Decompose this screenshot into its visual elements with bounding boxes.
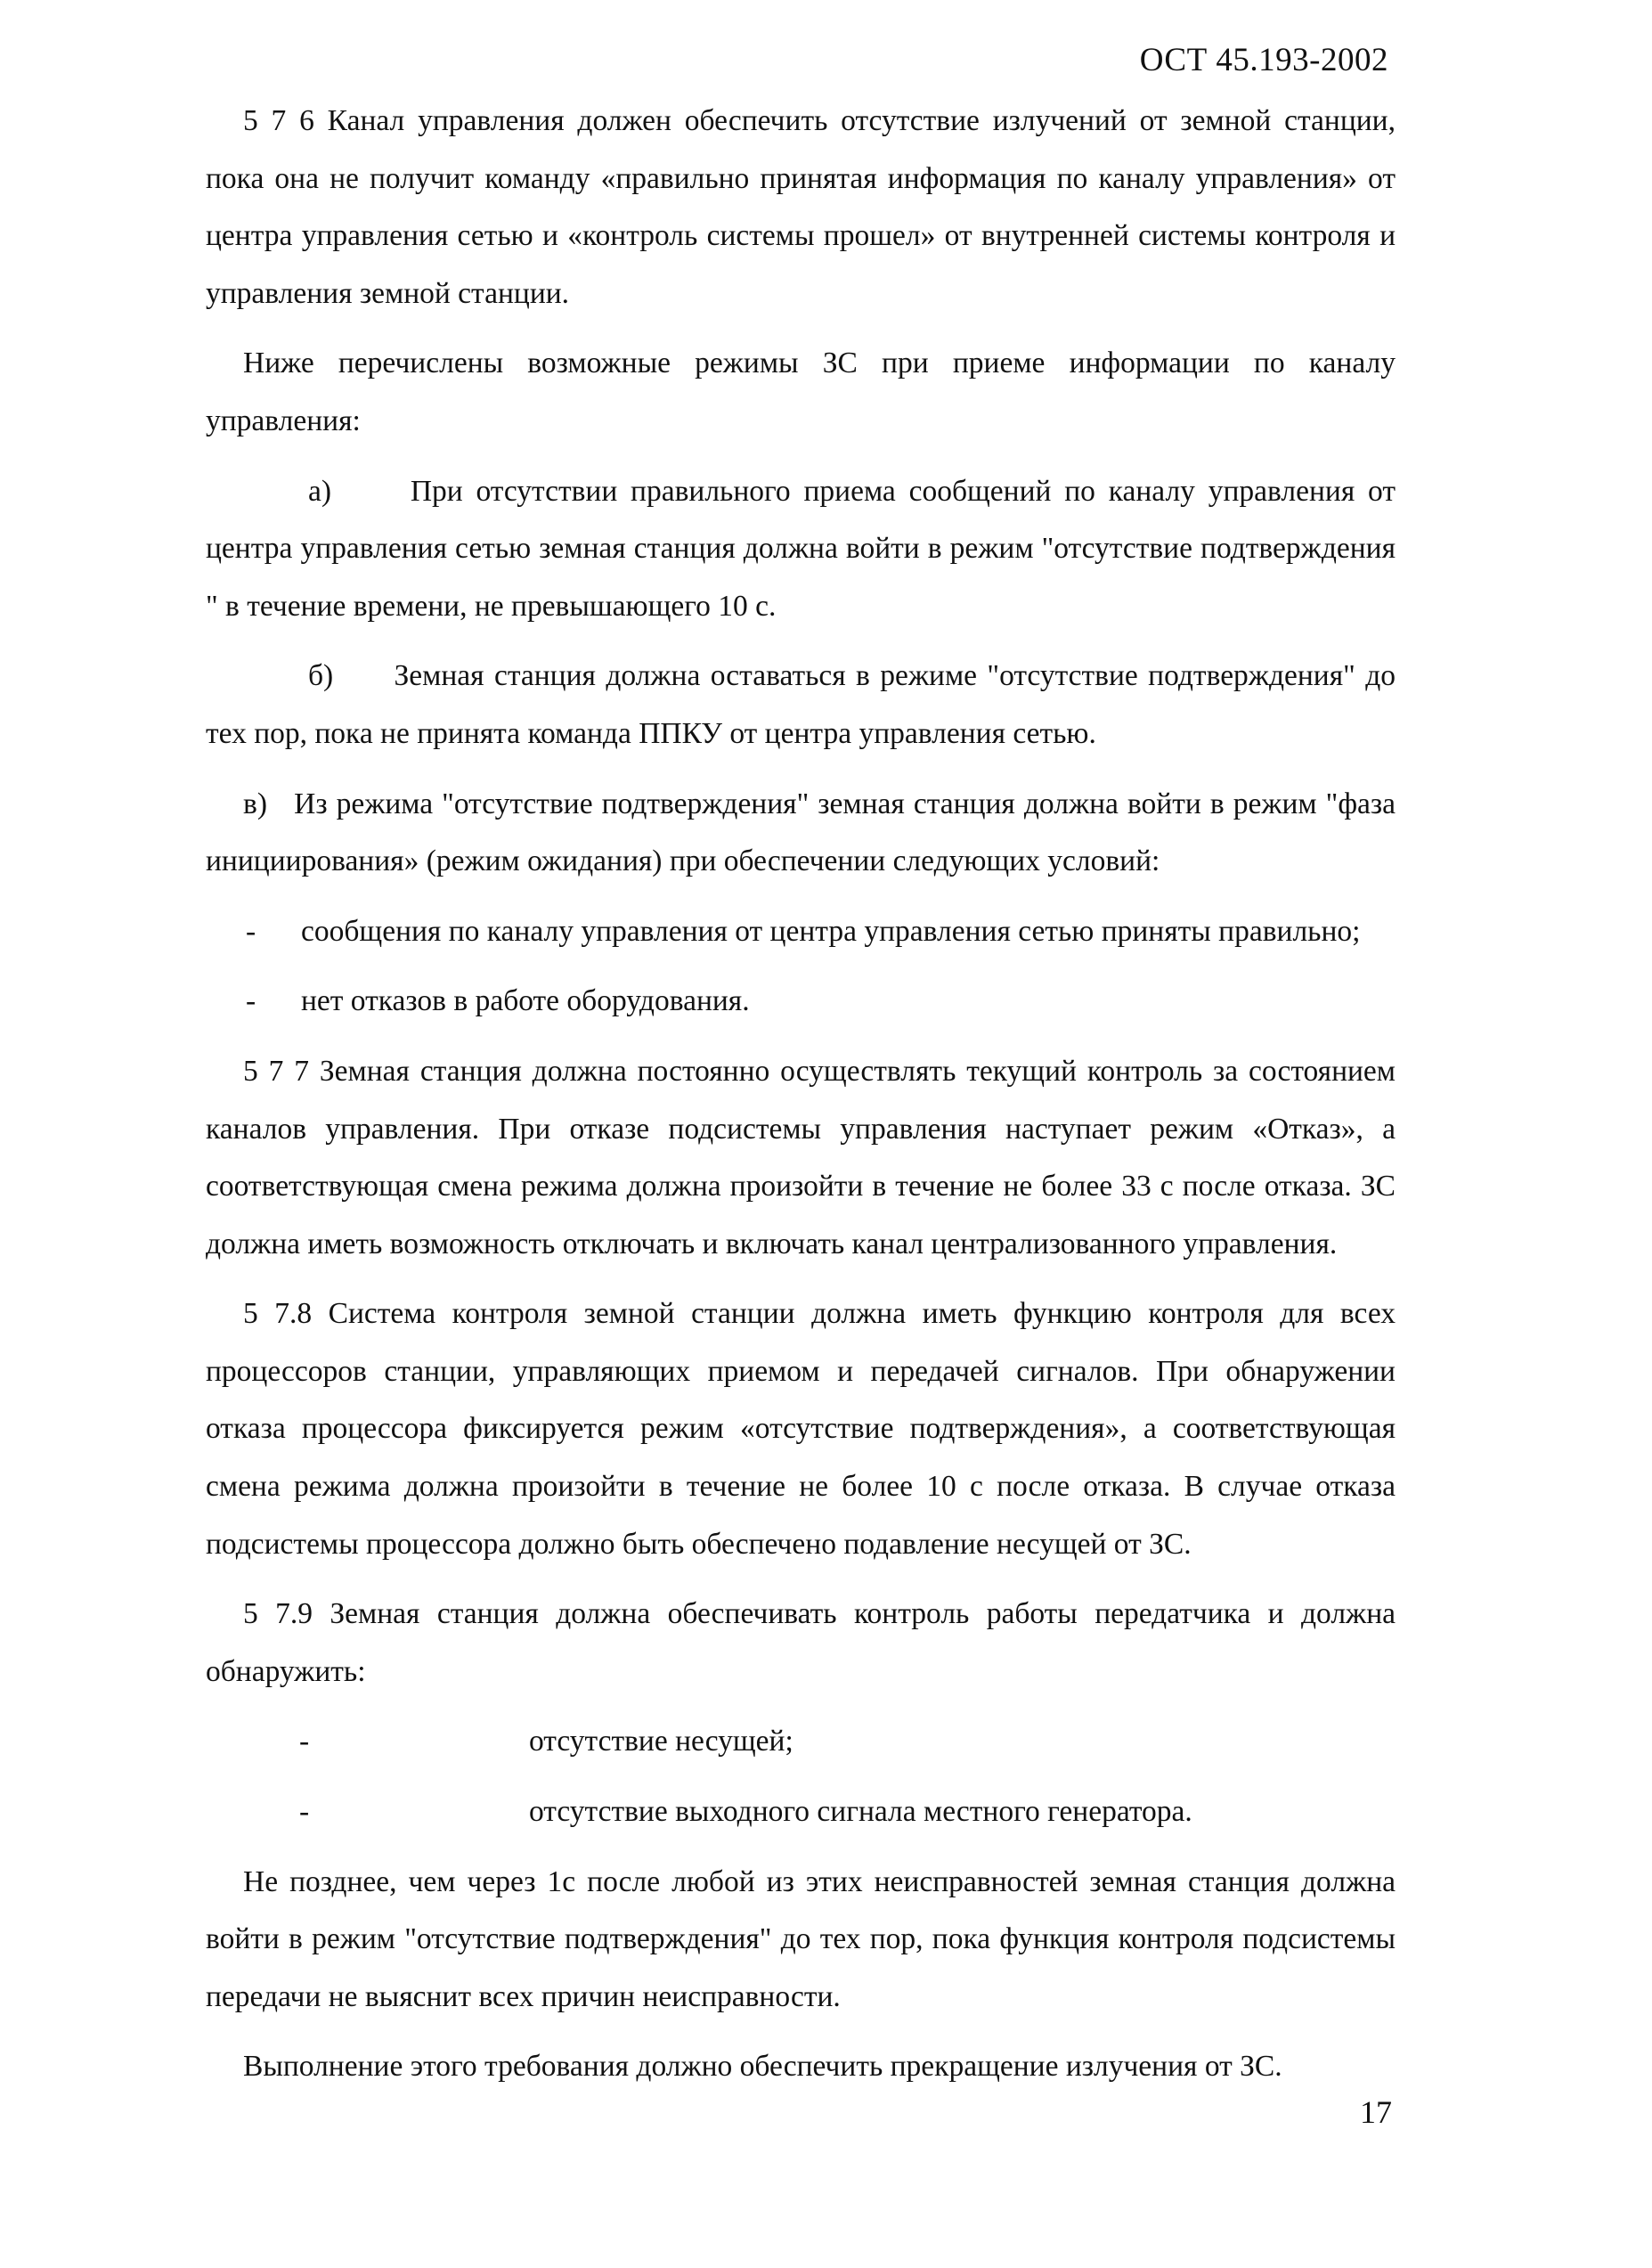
modes-intro: Ниже перечислены возможные режимы ЗС при приеме информации по каналу управления: <box>206 347 1396 437</box>
final-paragraph: Выполнение этого требования должно обеспечить прекращение излучения от ЗС. <box>243 2050 1282 2084</box>
condition-2-text: нет отказов в работе оборудования. <box>301 984 750 1018</box>
condition-2 <box>206 973 1396 1031</box>
clause-5-7-6: 5 7 6 Канал управления должен обеспечить отсутствие излучений от земной станции, пока она не получит команду «правильно принятая информация по каналу управления» от центра управления сетью и «контроль системы прошел» от внутренней системы контроля и управления земной станции. <box>206 104 1396 310</box>
clause-5-7-8: 5 7.8 Система контроля земной станции должна иметь функцию контроля для всех процессоров станции, управляющих приемом и передачей сигналов. При обнаружении отказа процессора фиксируется режим «отсутствие подтверждения», а соответствующая смена режима должна произойти в течение не более 10 с после отказа. В случае отказа подсистемы процессора должно быть обеспечено подавление несущей от ЗС. <box>206 1297 1396 1561</box>
detect-item-1-text: отсутствие несущей; <box>529 1725 793 1758</box>
clause-5-7-9: 5 7.9 Земная станция должна обеспечивать контроль работы передатчика и должна обнаружить: <box>206 1597 1396 1688</box>
document-code: ОСТ 45.193-2002 <box>1139 42 1388 78</box>
after-fault-paragraph: Не позднее, чем через 1с после любой из этих неисправностей земная станция должна войти в режим "отсутствие подтверждения" до тех пор, пока функция контроля подсистемы передачи не выяснит всех причин неисправности. <box>206 1864 1396 2013</box>
clause-5-7-7: 5 7 7 Земная станция должна постоянно осуществлять текущий контроль за состоянием каналов управления. При отказе подсистемы управления наступает режим «Отказ», а соответствующая смена режима должна произойти в течение не более 33 с после отказа. ЗС должна иметь возможность отключать и включать канал централизованного управления. <box>206 1054 1396 1260</box>
detect-item-2 <box>206 1783 1396 1841</box>
detect-item-1 <box>206 1713 1396 1771</box>
item-a: а) При отсутствии правильного приема сообщений по каналу управления от центра управления сетью земная станция должна войти в режим "отсутствие подтверждения " в течение времени, не превышающего 10 с. <box>206 474 1404 623</box>
item-v: в) Из режима "отсутствие подтверждения" земная станция должна войти в режим "фаза инициирования» (режим ожидания) при обеспечении следующих условий: <box>206 787 1404 878</box>
condition-2-mark: - <box>246 984 256 1018</box>
condition-1 <box>206 903 1396 961</box>
page-number: 17 <box>1360 2094 1392 2130</box>
detect-item-1-mark: - <box>299 1725 310 1758</box>
detect-item-2-text: отсутствие выходного сигнала местного генератора. <box>529 1795 1192 1829</box>
condition-1-mark: - <box>246 914 256 948</box>
body-text <box>206 93 1404 2096</box>
condition-1-text: сообщения по каналу управления от центра управления сетью приняты правильно; <box>301 914 1361 948</box>
detect-item-2-mark: - <box>299 1795 310 1829</box>
item-b: б) Земная станция должна оставаться в режиме "отсутствие подтверждения" до тех пор, пока не принята команда ППКУ от центра управления сетью. <box>206 659 1404 750</box>
